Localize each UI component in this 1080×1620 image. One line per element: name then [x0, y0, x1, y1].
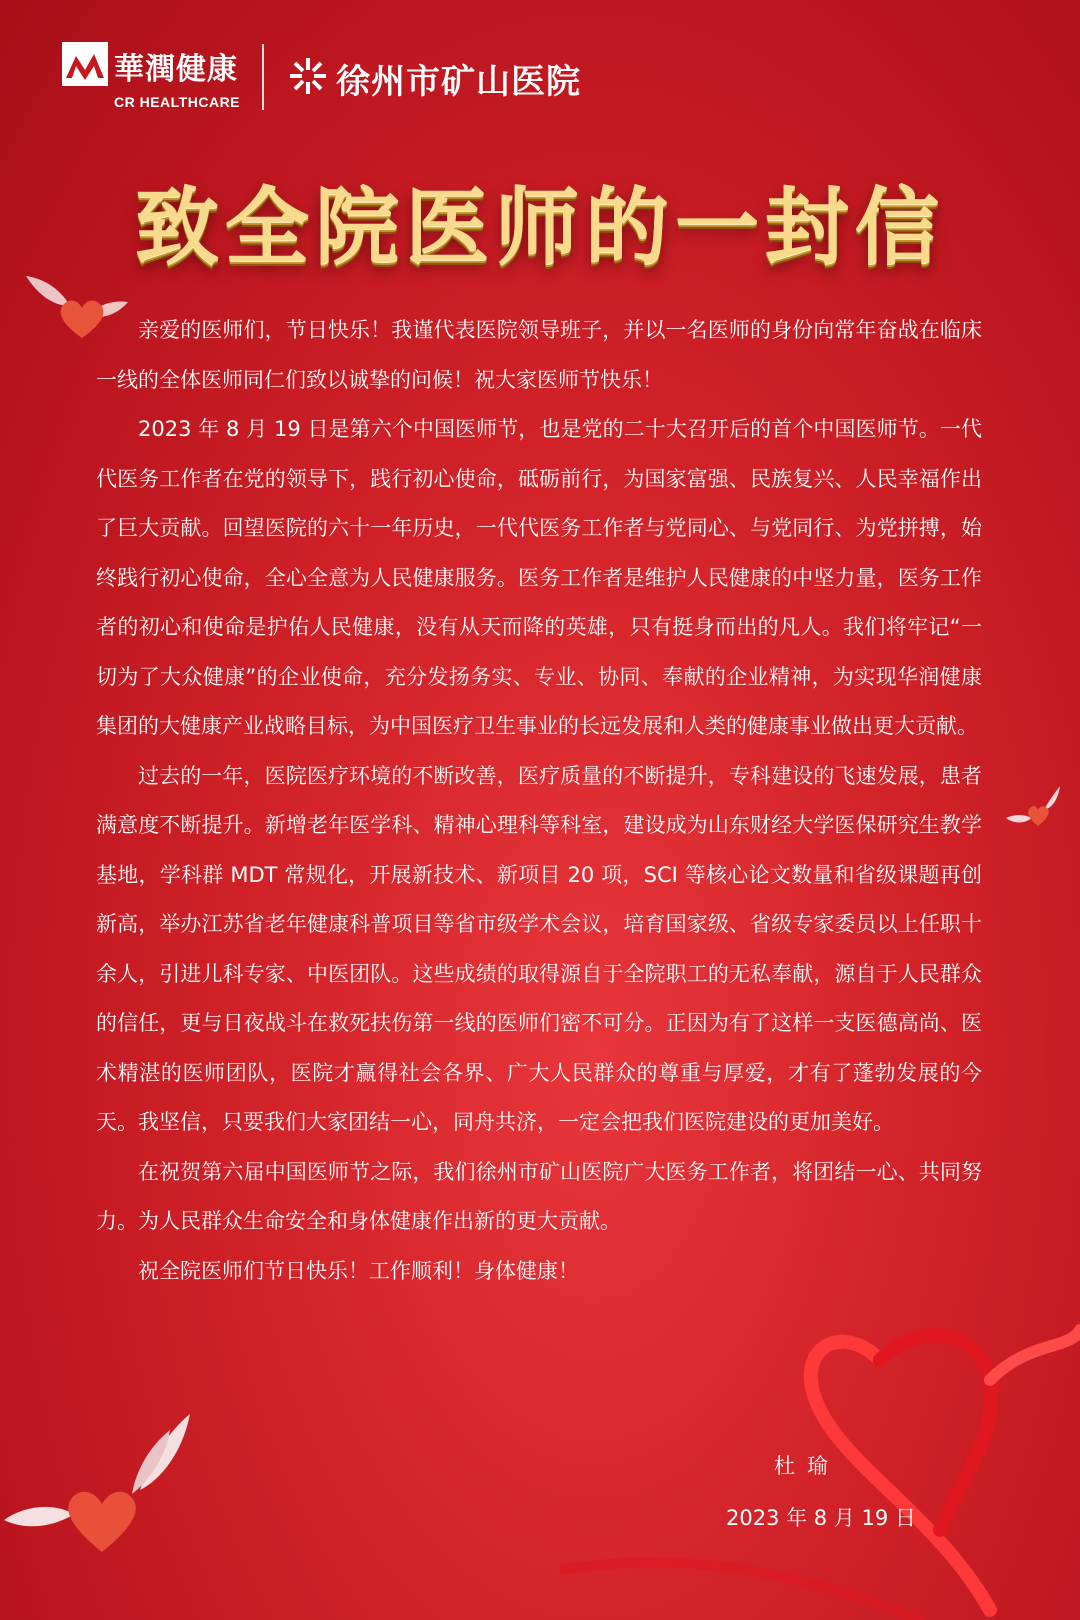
letter-paragraph: 祝全院医师们节日快乐！工作顺利！身体健康！ — [138, 1258, 579, 1283]
winged-heart-small-icon — [1004, 784, 1064, 828]
cr-healthcare-logo — [62, 42, 252, 114]
letter-body — [96, 306, 982, 1296]
letter-title: 致全院医师的一封信 — [134, 177, 945, 276]
signature-name: 杜瑜 — [774, 1454, 840, 1478]
letter-paragraph: 亲爱的医师们，节日快乐！我谨代表医院领导班子，并以一名医师的身份向常年奋战在临床一线的全体医师同仁们致以诚挚的问候！祝大家医师节快乐！ — [96, 318, 982, 392]
logo1-name: 華潤健康 — [114, 52, 238, 87]
header-logos — [62, 38, 622, 118]
hospital-sunburst-icon — [288, 56, 328, 96]
logo-divider — [262, 44, 264, 110]
winged-heart-large-icon — [0, 1410, 200, 1560]
letter-paragraph: 在祝贺第六届中国医师节之际，我们徐州市矿山医院广大医务工作者，将团结一心、共同努力。为人民群众生命安全和身体健康作出新的更大贡献。 — [96, 1159, 982, 1233]
logo1-english: CR HEALTHCARE — [114, 94, 241, 110]
cr-mountain-icon — [62, 42, 108, 86]
signature-date: 2023 年 8 月 19 日 — [726, 1506, 916, 1530]
letter-paragraph: 2023 年 8 月 19 日是第六个中国医师节，也是党的二十大召开后的首个中国医师节。一代代医务工作者在党的领导下，践行初心使命，砥砺前行，为国家富强、民族复兴、人民幸福作出了巨大贡献。回望医院的六十一年历史，一代代医务工作者与党同心、与党同行、为党拼搏，始终践行初心使命，全心全意为人民健康服务。医务工作者是维护人民健康的中坚力量，医务工作者的初心和使命是护佑人民健康，没有从天而降的英雄，只有挺身而出的凡人。我们将牢记“一切为了大众健康”的企业使命，充分发扬务实、专业、协同、奉献的企业精神，为实现华润健康集团的大健康产业战略目标，为中国医疗卫生事业的长远发展和人类的健康事业做出更大贡献。 — [96, 417, 982, 738]
letter-paragraph: 过去的一年，医院医疗环境的不断改善，医疗质量的不断提升，专科建设的飞速发展，患者满意度不断提升。新增老年医学科、精神心理科等科室，建设成为山东财经大学医保研究生教学基地，学科群 MDT 常规化，开展新技术、新项目 20 项，SCI 等核心论文数量和省级课题再创新高，举办江苏省老年健康科普项目等省市级学术会议，培育国家级、省级专家委员以上任职十余人，引进儿科专家、中医团队。这些成绩的取得源自于全院职工的无私奉献，源自于人民群众的信任，更与日夜战斗在救死扶伤第一线的医师们密不可分。正因为有了这样一支医德高尚、医术精湛的医师团队，医院才赢得社会各界、广大人民群众的尊重与厚爱，才有了蓬勃发展的今天。我坚信，只要我们大家团结一心，同舟共济，一定会把我们医院建设的更加美好。 — [96, 763, 982, 1134]
logo2-name: 徐州市矿山医院 — [336, 62, 581, 102]
